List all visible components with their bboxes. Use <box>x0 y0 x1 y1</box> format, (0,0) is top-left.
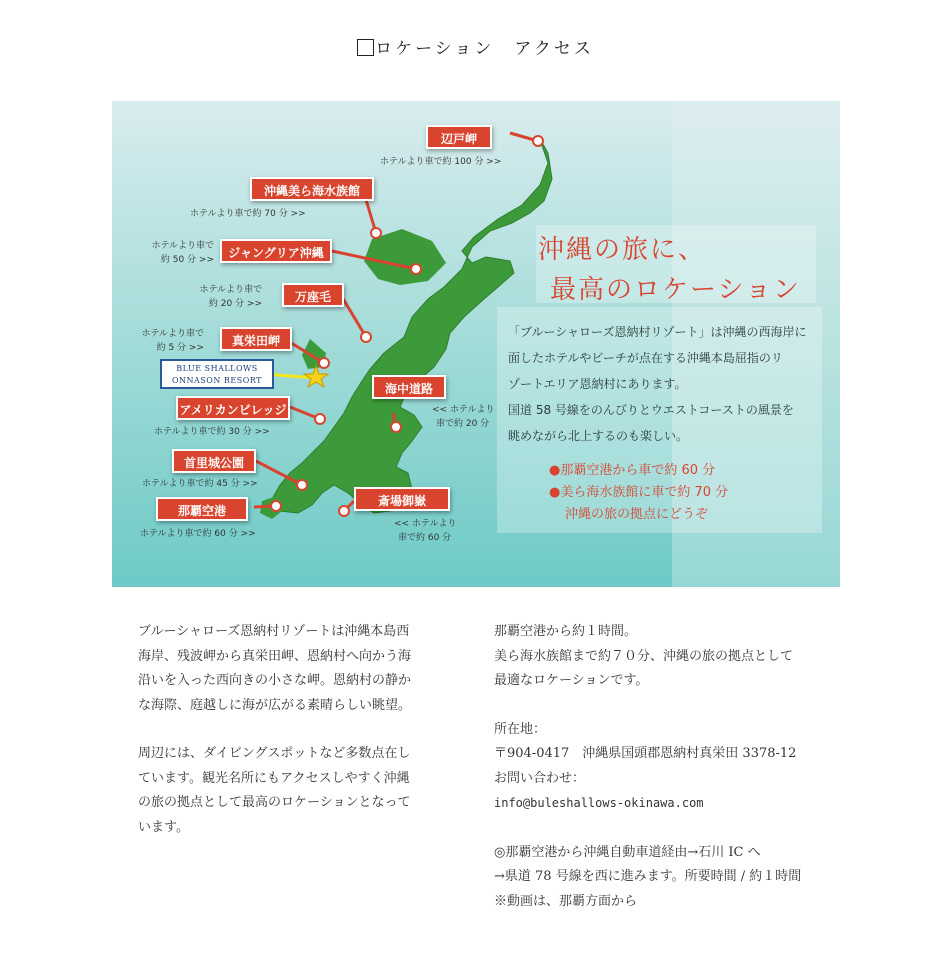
description-line: 面したホテルやビーチが点在する沖縄本島屈指のリ <box>508 351 783 365</box>
label-manzamo: 万座毛 <box>282 283 344 307</box>
address-label: 所在地： <box>494 721 547 737</box>
left-column <box>138 620 438 840</box>
note-sefa-utaki: << ホテルより 車で約 60 分 <box>394 519 457 543</box>
left-paragraph-2: 周辺には、ダイビングスポットなど多数点在し ています。観光名所にもアクセスしやすく沖縄 の旅の拠点として最高のロケーションとなって います。 <box>138 746 411 835</box>
note-hedo: ホテルより車で約 100 分 >> <box>380 157 502 167</box>
note-naha-airport: ホテルより車で約 60 分 >> <box>140 529 256 539</box>
label-shuri-castle: 首里城公園 <box>172 449 256 473</box>
headline-line-1: 沖縄の旅に、 <box>538 235 707 265</box>
resort-logo: BLUE SHALLOWS ONNASON RESORT <box>160 359 274 389</box>
description-line: ゾートエリア恩納村にあります。 <box>508 377 687 391</box>
note-manzamo: ホテルより車で 約 20 分 >> <box>199 285 262 309</box>
note-churaumi: ホテルより車で約 70 分 >> <box>190 209 306 219</box>
marker-hedo <box>533 136 543 146</box>
description-line: 国道 58 号線をのんびりとウエストコーストの風景を <box>508 403 794 417</box>
bullet-line: ●美ら海水族館に車で約 70 分 <box>549 485 729 500</box>
label-hedo: 辺戸岬 <box>426 125 492 149</box>
checkbox-icon <box>357 39 374 56</box>
label-sefa-utaki: 斎場御嶽 <box>354 487 450 511</box>
page-title-text: ロケーション アクセス <box>375 39 594 59</box>
address-text: 〒904-0417 沖縄県国頭郡恩納村真栄田 3378-12 <box>494 746 797 761</box>
contact-label: お問い合わせ： <box>494 770 586 786</box>
label-maeda: 真栄田岬 <box>220 327 292 351</box>
page-title <box>0 34 951 59</box>
address-block <box>494 718 834 817</box>
label-jungle: ジャングリア沖縄 <box>220 239 332 263</box>
right-column <box>494 620 834 914</box>
note-american-village: ホテルより車で約 30 分 >> <box>154 427 270 437</box>
label-kaichu-road: 海中道路 <box>372 375 446 399</box>
note-kaichu-road: << ホテルより 車で約 20 分 <box>432 405 495 429</box>
description-line: 眺めながら北上するのも楽しい。 <box>508 429 689 443</box>
email-link[interactable]: info@buleshallows-okinawa.com <box>494 796 704 810</box>
note-maeda: ホテルより車で 約 5 分 >> <box>141 329 204 353</box>
right-paragraph-1: 那覇空港から約１時間。 美ら海水族館まで約７０分、沖縄の旅の拠点として 最適なロケーションです。 <box>494 624 794 688</box>
left-paragraph-1: ブルーシャローズ恩納村リゾートは沖縄本島西 海岸、残波岬から真栄田岬、恩納村へ向かう海 沿いを入った西向きの小さな岬。恩納村の静か な海際、庭越しに海が広がる素晴らしい眺望。 <box>138 624 412 713</box>
route-block: ◎那覇空港から沖縄自動車道経由→石川 IC へ →県道 78 号線を西に進みます。所要時間 / 約１時間 ※動画は、那覇方面から <box>494 844 802 909</box>
label-naha-airport: 那覇空港 <box>156 497 248 521</box>
location-map <box>112 101 840 587</box>
bullet-line: 沖縄の旅の拠点にどうぞ <box>565 507 709 522</box>
note-jungle: ホテルより車で 約 50 分 >> <box>151 241 214 265</box>
label-american-village: アメリカンビレッジ <box>176 396 290 420</box>
headline-line-2: 最高のロケーション <box>550 275 801 305</box>
bullet-line: ●那覇空港から車で約 60 分 <box>549 463 716 478</box>
description-line: 「ブルーシャローズ恩納村リゾート」は沖縄の西海岸に <box>508 325 807 339</box>
note-shuri-castle: ホテルより車で約 45 分 >> <box>142 479 258 489</box>
label-churaumi: 沖縄美ら海水族館 <box>250 177 374 201</box>
